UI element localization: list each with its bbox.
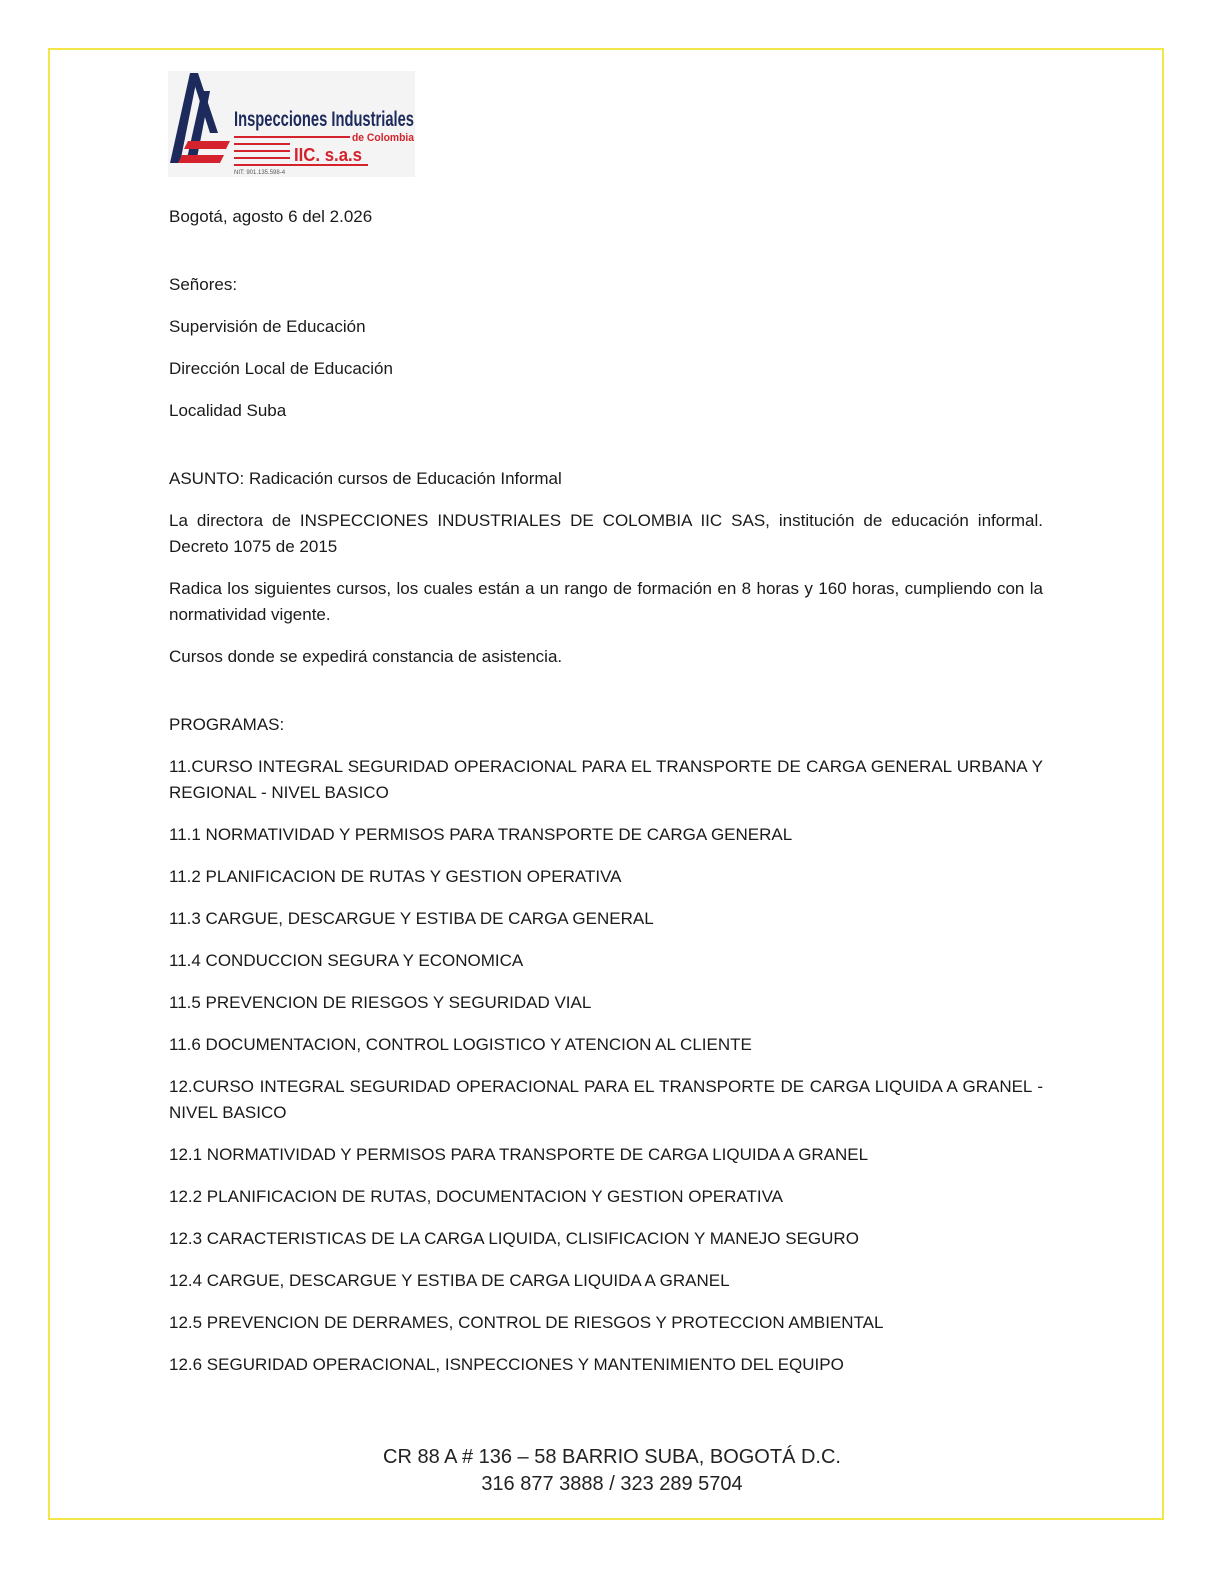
logo-company-suffix: de Colombia <box>352 132 415 144</box>
footer-phones: 316 877 3888 / 323 289 5704 <box>481 1473 743 1495</box>
recipient-line: Supervisión de Educación <box>169 317 366 336</box>
page-footer <box>0 1444 1224 1498</box>
recipient-line: Localidad Suba <box>169 401 287 420</box>
program-item: 11.6 DOCUMENTACION, CONTROL LOGISTICO Y ATENCION AL CLIENTE <box>169 1035 752 1054</box>
program-title: 11.CURSO INTEGRAL SEGURIDAD OPERACIONAL PARA EL TRANSPORTE DE CARGA GENERAL URBANA Y REGIONAL - NIVEL BASICO <box>169 757 1043 802</box>
programs-heading: PROGRAMAS: <box>169 715 285 734</box>
logo-nit: NIT: 901.135.598-4 <box>234 170 286 176</box>
program-item: 11.3 CARGUE, DESCARGUE Y ESTIBA DE CARGA GENERAL <box>169 909 654 928</box>
program-item: 11.4 CONDUCCION SEGURA Y ECONOMICA <box>169 951 524 970</box>
company-logo <box>168 71 415 177</box>
program-item: 12.5 PREVENCION DE DERRAMES, CONTROL DE RIESGOS Y PROTECCION AMBIENTAL <box>169 1313 884 1332</box>
program-title: 12.CURSO INTEGRAL SEGURIDAD OPERACIONAL PARA EL TRANSPORTE DE CARGA LIQUIDA A GRANEL - NIVEL BASICO <box>169 1077 1043 1122</box>
program-item: 12.2 PLANIFICACION DE RUTAS, DOCUMENTACION Y GESTION OPERATIVA <box>169 1187 784 1206</box>
logo-company-short: IIC. s.a.s <box>294 145 362 165</box>
footer-address: CR 88 A # 136 – 58 BARRIO SUBA, BOGOTÁ D.C. <box>383 1446 841 1468</box>
body-paragraph: Cursos donde se expedirá constancia de asistencia. <box>169 647 563 666</box>
recipient-line: Dirección Local de Educación <box>169 359 393 378</box>
program-item: 12.6 SEGURIDAD OPERACIONAL, ISNPECCIONES Y MANTENIMIENTO DEL EQUIPO <box>169 1355 844 1374</box>
program-item: 12.4 CARGUE, DESCARGUE Y ESTIBA DE CARGA LIQUIDA A GRANEL <box>169 1271 730 1290</box>
date-line: Bogotá, agosto 6 del 2.026 <box>169 207 373 226</box>
subject-line: ASUNTO: Radicación cursos de Educación Informal <box>169 469 562 488</box>
program-item: 11.1 NORMATIVIDAD Y PERMISOS PARA TRANSPORTE DE CARGA GENERAL <box>169 825 793 844</box>
program-item: 12.1 NORMATIVIDAD Y PERMISOS PARA TRANSPORTE DE CARGA LIQUIDA A GRANEL <box>169 1145 869 1164</box>
body-paragraph: La directora de INSPECCIONES INDUSTRIALES DE COLOMBIA IIC SAS, institución de educación informal. Decreto 1075 de 2015 <box>169 511 1043 556</box>
program-item: 11.2 PLANIFICACION DE RUTAS Y GESTION OPERATIVA <box>169 867 622 886</box>
letter-body <box>169 204 1043 1394</box>
salutation: Señores: <box>169 275 238 294</box>
logo-company-name: Inspecciones Industriales <box>234 108 414 131</box>
program-item: 11.5 PREVENCION DE RIESGOS Y SEGURIDAD VIAL <box>169 993 592 1012</box>
body-paragraph: Radica los siguientes cursos, los cuales están a un rango de formación en 8 horas y 160 horas, cumpliendo con la normatividad vigente. <box>169 579 1043 624</box>
program-item: 12.3 CARACTERISTICAS DE LA CARGA LIQUIDA, CLISIFICACION Y MANEJO SEGURO <box>169 1229 859 1248</box>
